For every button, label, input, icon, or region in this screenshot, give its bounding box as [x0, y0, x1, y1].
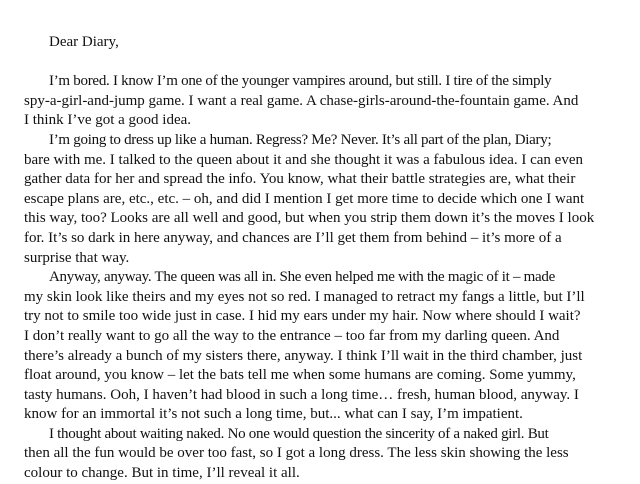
text-line: spy-a-girl-and-jump game. I want a real game. A chase-girls-around-the-fountain game. And [24, 92, 579, 109]
text-line: bare with me. I talked to the queen about it and she thought it was a fabulous idea. I can even [24, 151, 583, 168]
text-line: float around, you know – let the bats tell me when some humans are coming. Some yummy, [24, 367, 576, 384]
text-line: I don’t really want to go all the way to the entrance – too far from my darling queen. And [24, 327, 560, 344]
paragraph-1 [24, 72, 622, 131]
text-line: gather data for her and spread the info. You know, what their battle strategies are, what their [24, 171, 576, 188]
text-line: try not to smile too wide just in case. I hid my ears under my hair. Now where should I wait? [24, 308, 581, 325]
text-line: I think I’ve got a good idea. [24, 112, 192, 129]
text-line: I thought about waiting naked. No one would question the sincerity of a naked girl. But [49, 425, 549, 442]
text-line: I’m going to dress up like a human. Regress? Me? Never. It’s all part of the plan, Diary; [49, 131, 552, 148]
text-line: escape plans are, etc., etc. – oh, and did I mention I get more time to decide which one I want [24, 190, 585, 207]
text-line: colour to change. But in time, I’ll reveal it all. [24, 465, 300, 482]
text-line: surprise that way. [24, 249, 130, 266]
text-line: this way, too? Looks are all well and good, but when you strip them down it’s the moves I look [24, 210, 595, 227]
text-line: tasty humans. Ooh, I haven’t had blood in such a long time… fresh, human blood, anyway. I [24, 386, 579, 403]
text-line: my skin look like theirs and my eyes not so red. I managed to retract my fangs a little, but I’ll [24, 288, 585, 305]
paragraph-2 [24, 131, 622, 268]
text-line: there’s already a bunch of my sisters there, anyway. I think I’ll wait in the third chamber, just [24, 347, 583, 364]
text-line: then all the fun would be over too fast, so I got a long dress. The less skin showing the less [24, 445, 569, 462]
text-line: I’m bored. I know I’m one of the younger vampires around, but still. I tire of the simply [49, 73, 552, 90]
text-line: for. It’s so dark in here anyway, and chances are I’ll get them from behind – it’s more of a [24, 229, 562, 246]
text-line: Anyway, anyway. The queen was all in. She even helped me with the magic of it – made [49, 269, 555, 286]
paragraph-4 [24, 425, 622, 484]
blank-line [24, 53, 622, 73]
diary-body [24, 72, 622, 483]
salutation: Dear Diary, [49, 34, 119, 50]
text-line: know for an immortal it’s not such a long time, but... what can I say, I’m impatient. [24, 406, 523, 423]
paragraph-3 [24, 268, 622, 425]
diary-page [24, 33, 622, 484]
